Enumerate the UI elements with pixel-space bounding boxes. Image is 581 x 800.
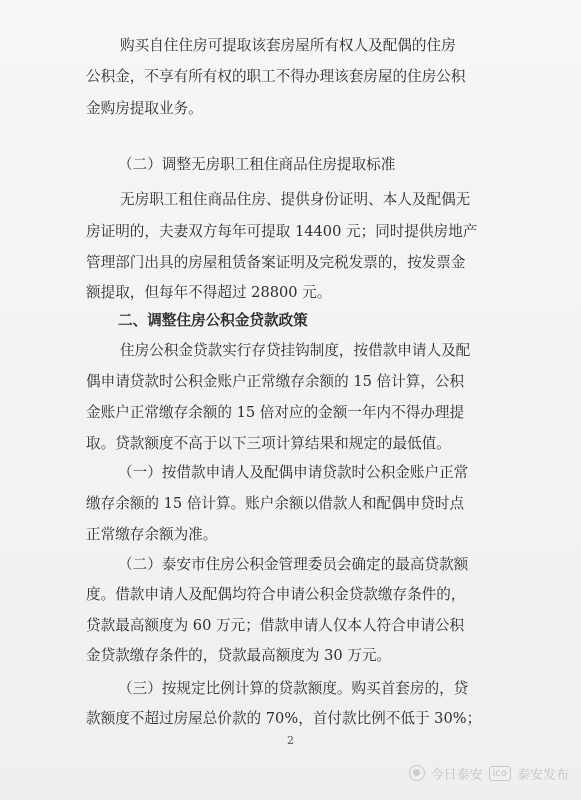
- watermark: [409, 758, 569, 788]
- text-line: 额提取，但每年不得超过 28800 元。: [86, 284, 332, 301]
- text-line: 偶申请贷款时公积金账户正常缴存余额的 15 倍计算，公积: [86, 373, 465, 390]
- text-line: 金购房提取业务。: [86, 100, 203, 117]
- section-subheading: （二）调整无房职工租住商品住房提取标准: [118, 156, 396, 173]
- weibo-icon: [409, 765, 425, 781]
- text-line: 金账户正常缴存余额的 15 倍对应的金额一年内不得办理提: [86, 404, 465, 421]
- watermark-source: 泰安发布: [516, 767, 569, 783]
- text-line: 金贷款缴存条件的，贷款最高额度为 30 万元。: [86, 647, 392, 664]
- text-line: 住房公积金贷款实行存贷挂钩制度，按借款申请人及配: [120, 342, 471, 359]
- watermark-text: 今日泰安: [430, 767, 483, 783]
- text-line: 款额度不超过房屋总价款的 70%，首付款比例不低于 30%；: [86, 710, 482, 727]
- text-line: （一）按借款申请人及配偶申请贷款时公积金账户正常: [118, 464, 469, 481]
- text-line: 购买自住住房可提取该套房屋所有权人及配偶的住房: [120, 37, 456, 54]
- text-line: 贷款最高额度为 60 万元；借款申请人仅本人符合申请公积: [86, 617, 465, 634]
- watermark-tag: ico: [489, 766, 511, 781]
- page-number: 2: [287, 734, 294, 747]
- text-line: 正常缴存余额为准。: [86, 526, 218, 543]
- text-line: 无房职工租住商品住房、提供身份证明、本人及配偶无: [120, 191, 471, 208]
- text-line: 公积金，不享有所有权的职工不得办理该套房屋的住房公积: [86, 68, 466, 85]
- text-line: （三）按规定比例计算的贷款额度。购买首套房的，贷: [118, 680, 469, 697]
- section-heading: 二、调整住房公积金贷款政策: [118, 312, 308, 329]
- text-line: 取。贷款额度不高于以下三项计算结果和规定的最低值。: [86, 435, 451, 452]
- text-line: 房证明的，夫妻双方每年可提取 14400 元；同时提供房地产: [86, 223, 478, 240]
- text-line: 度。借款申请人及配偶均符合申请公积金贷款缴存条件的，: [86, 586, 466, 603]
- text-line: 缴存余额的 15 倍计算。账户余额以借款人和配偶申贷时点: [86, 495, 465, 512]
- text-line: （二）泰安市住房公积金管理委员会确定的最高贷款额: [118, 556, 469, 573]
- text-line: 管理部门出具的房屋租赁备案证明及完税发票的，按发票金: [86, 254, 466, 271]
